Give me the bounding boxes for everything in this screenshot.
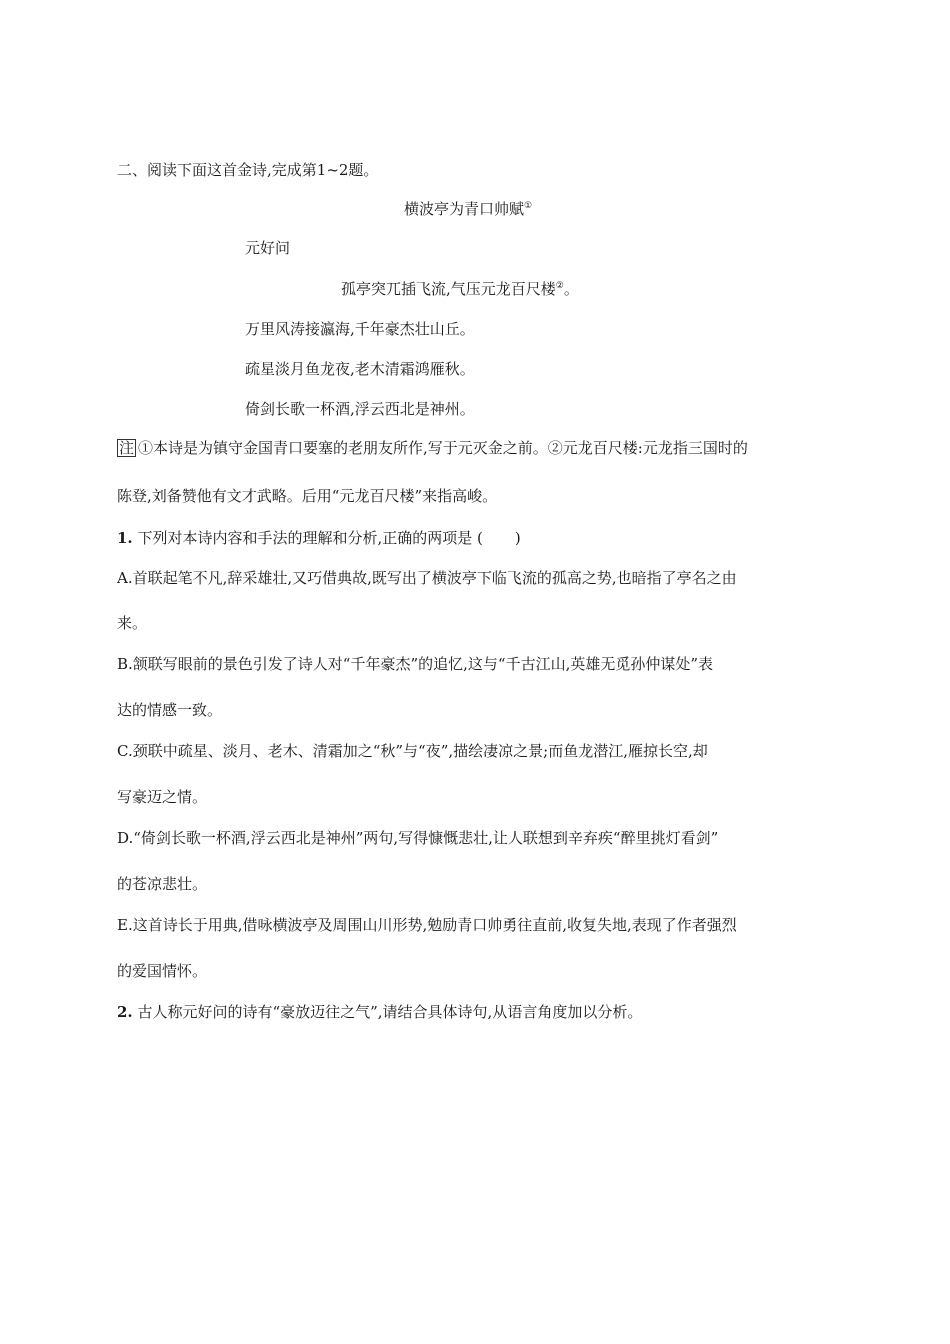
option-d-line-2: 的苍凉悲壮。 <box>117 875 208 893</box>
notes-line-1 <box>117 438 748 458</box>
notes-label: 注 <box>119 439 135 457</box>
poem-line-1 <box>341 279 579 299</box>
poem-title-text: 横波亭为青口帅赋 <box>404 200 525 218</box>
option-e-line-1: E.这首诗长于用典,借咏横波亭及周围山川形势,勉励青口帅勇往直前,收复失地,表现了作者强烈 <box>117 916 737 934</box>
notes-line-2: 陈登,刘备赞他有文才武略。后用“元龙百尺楼”来指高峻。 <box>117 487 498 505</box>
question-2-number: 2. <box>117 1003 133 1021</box>
poem-line-4: 倚剑长歌一杯酒,浮云西北是神州。 <box>245 400 475 418</box>
option-a-line-1: A.首联起笔不凡,辞采雄壮,又巧借典故,既写出了横波亭下临飞流的孤高之势,也暗指了亭名之由 <box>117 569 737 587</box>
option-b-line-2: 达的情感一致。 <box>117 701 223 719</box>
poem-line-1-text: 孤亭突兀插飞流,气压元龙百尺楼 <box>341 280 556 298</box>
poem-author: 元好问 <box>245 239 291 257</box>
option-e-line-2: 的爱国情怀。 <box>117 962 208 980</box>
option-c-line-2: 写豪迈之情。 <box>117 788 208 806</box>
question-2 <box>117 1002 642 1022</box>
question-1-stem <box>117 528 521 548</box>
poem-title-note-marker: ① <box>524 201 533 211</box>
question-1-number: 1. <box>117 529 133 547</box>
poem-line-2: 万里风涛接瀛海,千年豪杰壮山丘。 <box>245 320 475 338</box>
poem-line-1-end: 。 <box>563 280 579 298</box>
option-c-line-1: C.颈联中疏星、淡月、老木、清霜加之“秋”与“夜”,描绘凄凉之景;而鱼龙潜江,雁掠长空,却 <box>117 742 708 760</box>
option-b-line-1: B.颔联写眼前的景色引发了诗人对“千年豪杰”的追忆,这与“千古江山,英雄无觅孙仲谋处”表 <box>117 655 714 673</box>
option-a-line-2: 来。 <box>117 614 148 632</box>
notes-text-1: ①本诗是为镇守金国青口要塞的老朋友所作,写于元灭金之前。②元龙百尺楼:元龙指三国时的 <box>138 439 748 457</box>
answer-paren-close: ) <box>514 529 521 547</box>
question-2-text: 古人称元好问的诗有“豪放迈往之气”,请结合具体诗句,从语言角度加以分析。 <box>137 1003 643 1021</box>
option-d-line-1: D.“倚剑长歌一杯酒,浮云西北是神州”两句,写得慷慨悲壮,让人联想到辛弃疾“醉里挑灯看剑” <box>117 829 719 847</box>
section-intro: 二、阅读下面这首金诗,完成第1~2题。 <box>117 161 379 179</box>
poem-line-1-note-marker: ② <box>555 281 564 291</box>
question-1-text: 下列对本诗内容和手法的理解和分析,正确的两项是 <box>137 529 473 547</box>
poem-line-3: 疏星淡月鱼龙夜,老木清霜鸿雁秋。 <box>245 360 475 378</box>
poem-title <box>404 199 532 219</box>
answer-paren-open: ( <box>477 529 483 547</box>
